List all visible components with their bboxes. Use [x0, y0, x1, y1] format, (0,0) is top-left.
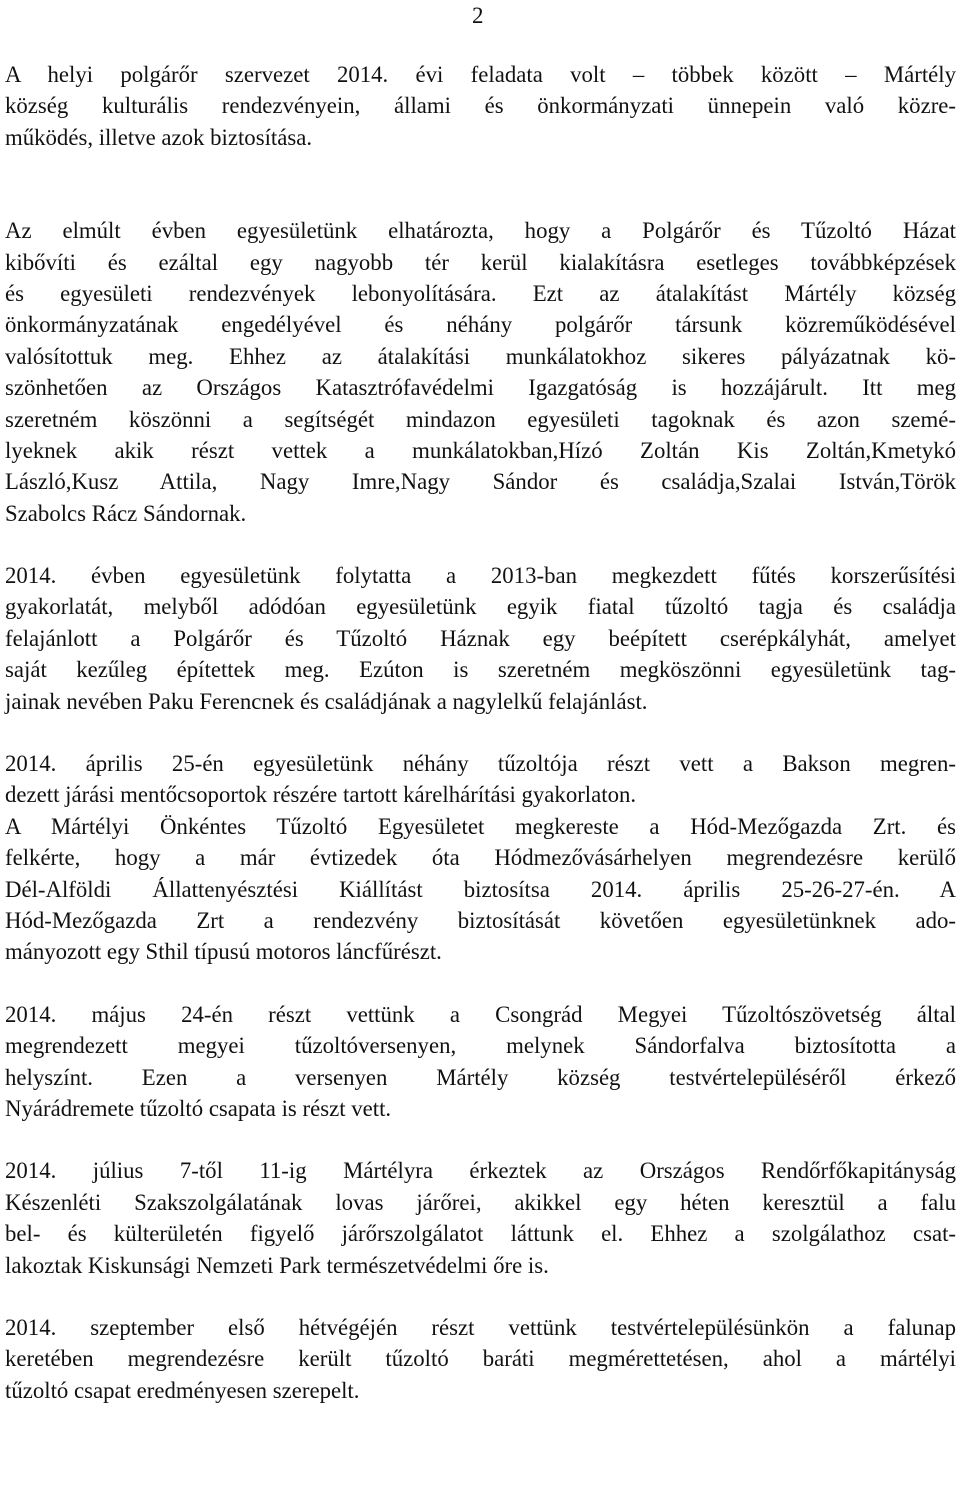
- text-line: Nyárádremete tűzoltó csapata is részt vett.: [5, 1095, 392, 1121]
- text-line: Az elmúlt évben egyesületünk elhatározta, hogy a Polgárőr és Tűzoltó Házat: [5, 218, 956, 244]
- text-line: Szabolcs Rácz Sándornak.: [5, 500, 247, 526]
- paragraph-spacer: [5, 153, 956, 184]
- text-line: szönhetően az Országos Katasztrófavédelmi Igazgatóság is hozzájárult. Itt meg: [5, 375, 956, 401]
- text-line: dezett járási mentőcsoportok részére tartott kárelhárítási gyakorlaton.: [5, 782, 637, 808]
- paragraph-spacer: [5, 1281, 956, 1312]
- paragraph-5: [5, 999, 956, 1125]
- text-line: Dél-Alföldi Állattenyésztési Kiállítást biztosítsa 2014. április 25-26-27-én. A: [5, 876, 956, 902]
- text-line: gyakorlatát, melyből adódóan egyesületünk egyik fiatal tűzoltó tagja és családja: [5, 594, 956, 620]
- text-line: 2014. szeptember első hétvégéjén részt vettünk testvértelepülésünkön a falunap: [5, 1314, 956, 1340]
- text-line: 2014. május 24-én részt vettünk a Csongrád Megyei Tűzoltószövetség által: [5, 1001, 956, 1027]
- text-line: tűzoltó csapat eredményesen szerepelt.: [5, 1377, 360, 1403]
- text-line: felajánlott a Polgárőr és Tűzoltó Háznak egy beépített cserépkályhát, amelyet: [5, 625, 956, 651]
- text-line: kibővíti és ezáltal egy nagyobb tér kerül kialakításra esetleges továbbképzések: [5, 249, 956, 275]
- text-line: működés, illetve azok biztosítása.: [5, 124, 313, 150]
- text-line: község kulturális rendezvényein, állami és önkormányzati ünnepein való közre-: [5, 93, 956, 119]
- text-line: 2014. április 25-én egyesületünk néhány tűzoltója részt vett a Bakson megren-: [5, 751, 956, 777]
- text-line: önkormányzatának engedélyével és néhány polgárőr társunk közreműködésével: [5, 312, 956, 338]
- text-line: felkérte, hogy a már évtizedek óta Hódmezővásárhelyen megrendezésre kerülő: [5, 845, 956, 871]
- text-line: 2014. évben egyesületünk folytatta a 2013-ban megkezdett fűtés korszerűsítési: [5, 563, 956, 589]
- paragraph-spacer: [5, 717, 956, 748]
- text-line: lakoztak Kiskunsági Nemzeti Park természetvédelmi őre is.: [5, 1252, 549, 1278]
- paragraph-4: [5, 748, 956, 968]
- paragraph-spacer: [5, 184, 956, 215]
- text-line: megrendezett megyei tűzoltóversenyen, melynek Sándorfalva biztosította a: [5, 1033, 956, 1059]
- document-body: [5, 59, 956, 1406]
- text-line: szeretném köszönni a segítségét mindazon egyesületi tagoknak és azon szemé-: [5, 406, 956, 432]
- text-line: A helyi polgárőr szervezet 2014. évi feladata volt – többek között – Mártély: [5, 62, 956, 87]
- paragraph-7: [5, 1312, 956, 1406]
- text-line: saját kezűleg építettek meg. Ezúton is szeretném megköszönni egyesületünk tag-: [5, 657, 956, 683]
- page-number: 2: [472, 3, 484, 28]
- paragraph-3: [5, 560, 956, 717]
- text-line: Készenléti Szakszolgálatának lovas járőrei, akikkel egy héten keresztül a falu: [5, 1189, 956, 1215]
- text-line: lyeknek akik részt vettek a munkálatokban,Hízó Zoltán Kis Zoltán,Kmetykó: [5, 437, 956, 463]
- text-line: helyszínt. Ezen a versenyen Mártély község testvértelepüléséről érkező: [5, 1064, 956, 1090]
- text-line: és egyesületi rendezvények lebonyolítására. Ezt az átalakítást Mártély község: [5, 280, 956, 306]
- paragraph-spacer: [5, 529, 956, 560]
- text-line: jainak nevében Paku Ferencnek és családjának a nagylelkű felajánlást.: [5, 688, 648, 714]
- paragraph-spacer: [5, 1124, 956, 1155]
- text-line: mányozott egy Sthil típusú motoros láncfűrészt.: [5, 939, 442, 965]
- paragraph-1: [5, 59, 956, 153]
- text-line: Hód-Mezőgazda Zrt a rendezvény biztosítását követően egyesületünknek ado-: [5, 907, 956, 933]
- text-line: keretében megrendezésre került tűzoltó baráti megmérettetésen, ahol a mártélyi: [5, 1346, 956, 1372]
- paragraph-6: [5, 1155, 956, 1281]
- paragraph-spacer: [5, 968, 956, 999]
- text-line: bel- és külterületén figyelő járőrszolgálatot láttunk el. Ehhez a szolgálathoz csat-: [5, 1221, 956, 1247]
- text-line: László,Kusz Attila, Nagy Imre,Nagy Sándor és családja,Szalai István,Török: [5, 469, 956, 495]
- text-line: 2014. július 7-től 11-ig Mártélyra érkeztek az Országos Rendőrfőkapitányság: [5, 1158, 956, 1184]
- text-line: A Mártélyi Önkéntes Tűzoltó Egyesületet megkereste a Hód-Mezőgazda Zrt. és: [5, 813, 956, 839]
- text-line: valósítottuk meg. Ehhez az átalakítási munkálatokhoz sikeres pályázatnak kö-: [5, 343, 956, 369]
- paragraph-2: [5, 215, 956, 529]
